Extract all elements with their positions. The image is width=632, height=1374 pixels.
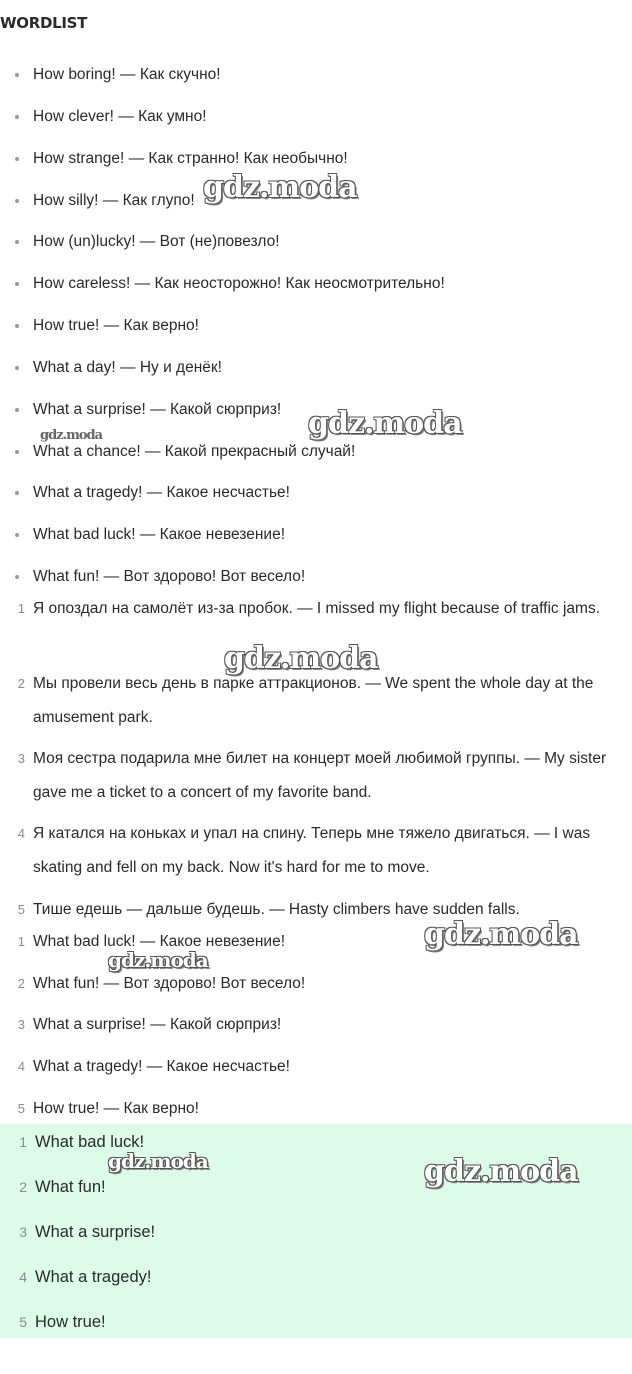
list-item: How clever! — Как умно! xyxy=(0,106,632,128)
list-item: What a surprise! — Какой сюрприз! xyxy=(0,399,632,421)
bullet-icon xyxy=(15,533,19,537)
translation-item: 3 Моя сестра подарила мне билет на концерт моей любимой группы. — My sister gave me a ticket to a concert of my favorite band. xyxy=(17,750,607,801)
match-item: 2 What fun! — Вот здорово! Вот весело! xyxy=(17,975,306,992)
translation-item: 1 Я опоздал на самолёт из-за пробок. — I missed my flight because of traffic jams. xyxy=(17,600,601,617)
bullet-icon xyxy=(15,199,19,203)
list-item: How careless! — Как неосторожно! Как неосмотрительно! xyxy=(0,273,632,295)
answer-item: 4 What a tragedy! xyxy=(19,1268,152,1286)
answer-item: 5 How true! xyxy=(19,1313,106,1331)
match-item: 4 What a tragedy! — Какое несчастье! xyxy=(17,1058,290,1075)
translation-item: 5 Тише едешь — дальше будешь. — Hasty climbers have sudden falls. xyxy=(17,901,520,918)
list-item: What bad luck! — Какое невезение! xyxy=(0,524,632,546)
bullet-icon xyxy=(15,491,19,495)
list-item: How silly! — Как глупо! xyxy=(0,190,632,212)
answer-item: 1 What bad luck! xyxy=(19,1133,145,1151)
match-item: 3 What a surprise! — Какой сюрприз! xyxy=(17,1016,282,1033)
watermark: gdz.moda xyxy=(108,1149,208,1173)
watermark: gdz.moda xyxy=(203,170,357,205)
bullet-icon xyxy=(15,450,19,454)
wordlist-heading: WORDLIST xyxy=(0,14,88,32)
list-item: What a day! — Ну и денёк! xyxy=(0,357,632,379)
bullet-icon xyxy=(15,157,19,161)
bullet-icon xyxy=(15,408,19,412)
bullet-icon xyxy=(15,324,19,328)
match-item: 5 How true! — Как верно! xyxy=(17,1100,199,1117)
bullet-icon xyxy=(15,115,19,119)
list-item: What fun! — Вот здорово! Вот весело! xyxy=(0,566,632,588)
bullet-icon xyxy=(15,366,19,370)
list-item: How (un)lucky! — Вот (не)повезло! xyxy=(0,231,632,253)
watermark: gdz.moda xyxy=(308,406,462,441)
watermark: gdz.moda xyxy=(424,917,578,952)
bullet-icon xyxy=(15,73,19,77)
watermark: gdz.moda xyxy=(108,948,208,972)
list-item: How true! — Как верно! xyxy=(0,315,632,337)
watermark: gdz.moda xyxy=(424,1154,578,1189)
bullet-icon xyxy=(15,282,19,286)
list-item: What a tragedy! — Какое несчастье! xyxy=(0,482,632,504)
list-item: How strange! — Как странно! Как необычно! xyxy=(0,148,632,170)
match-item: 1 What bad luck! — Какое невезение! xyxy=(17,933,286,950)
answer-item: 3 What a surprise! xyxy=(19,1223,156,1241)
watermark: gdz.moda xyxy=(224,641,378,676)
watermark: gdz.moda xyxy=(40,428,103,443)
bullet-icon xyxy=(15,240,19,244)
bullet-icon xyxy=(15,575,19,579)
translation-item: 2 Мы провели весь день в парке аттракционов. — We spent the whole day at the amusement park. xyxy=(17,675,594,726)
answer-item: 2 What fun! xyxy=(19,1178,106,1196)
list-item: How boring! — Как скучно! xyxy=(0,64,632,86)
translation-item: 4 Я катался на коньках и упал на спину. Теперь мне тяжело двигаться. — I was skating and fell on my back. Now it's hard for me to move. xyxy=(17,825,591,876)
list-item: What a chance! — Какой прекрасный случай! xyxy=(0,441,632,463)
